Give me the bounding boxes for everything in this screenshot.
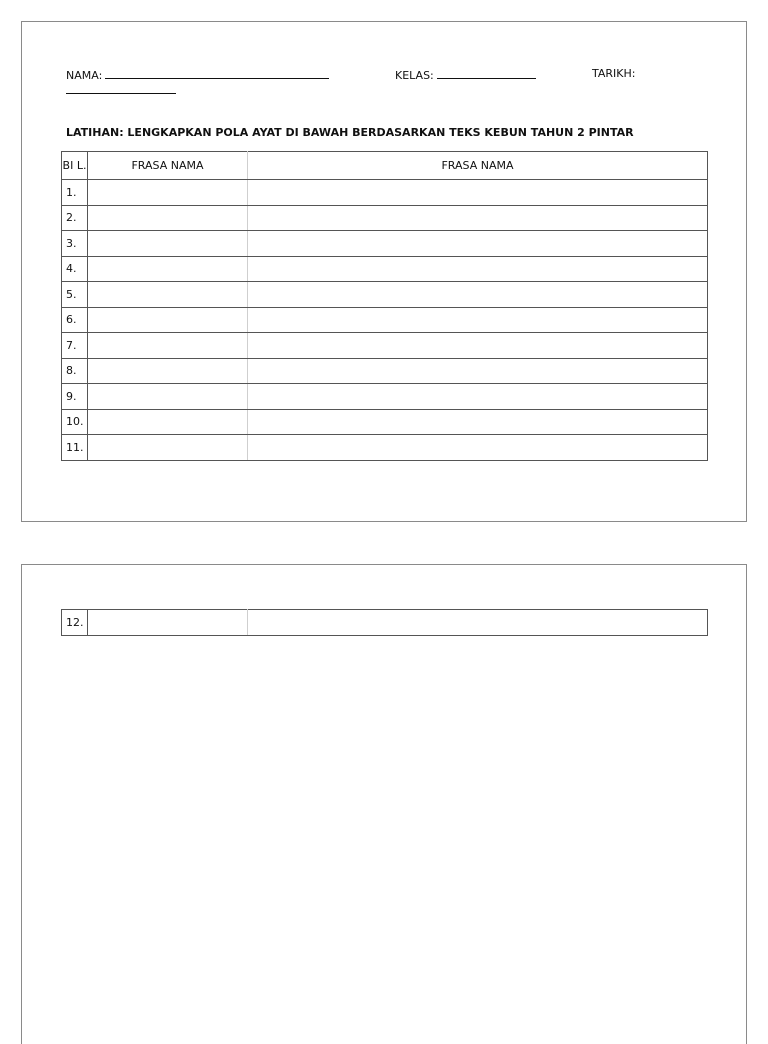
kelas-label: KELAS: [395,69,434,82]
exercise-title: LATIHAN: LENGKAPKAN POLA AYAT DI BAWAH BERDASARKAN TEKS KEBUN TAHUN 2 PINTAR [66,126,634,139]
row-number: 4. [62,256,88,282]
answer-cell-frasa-nama-1[interactable] [88,435,248,461]
answer-cell-frasa-nama-1[interactable] [88,610,248,636]
nama-blank-line[interactable] [105,67,329,79]
table-header-row [62,152,708,180]
answer-cell-frasa-nama-2[interactable] [248,282,708,308]
worksheet-page-1 [21,21,747,522]
answer-cell-frasa-nama-1[interactable] [88,307,248,333]
answer-cell-frasa-nama-2[interactable] [248,384,708,410]
table-row [62,180,708,206]
row-number: 2. [62,205,88,231]
table-row [62,358,708,384]
table-row [62,231,708,257]
table-row [62,409,708,435]
answer-cell-frasa-nama-2[interactable] [248,610,708,636]
kelas-field [395,67,536,82]
tarikh-blank-line[interactable] [66,92,176,94]
answer-cell-frasa-nama-2[interactable] [248,307,708,333]
worksheet-table-continued [61,609,708,636]
column-header-frasa-nama-2: FRASA NAMA [248,152,708,180]
answer-cell-frasa-nama-1[interactable] [88,358,248,384]
table-row [62,435,708,461]
answer-cell-frasa-nama-2[interactable] [248,256,708,282]
answer-cell-frasa-nama-2[interactable] [248,231,708,257]
row-number: 11. [62,435,88,461]
nama-label: NAMA: [66,69,103,82]
table-row [62,205,708,231]
row-number: 1. [62,180,88,206]
kelas-blank-line[interactable] [437,67,536,79]
table-row [62,307,708,333]
answer-cell-frasa-nama-1[interactable] [88,256,248,282]
table-row [62,256,708,282]
answer-cell-frasa-nama-2[interactable] [248,205,708,231]
answer-cell-frasa-nama-2[interactable] [248,435,708,461]
row-number: 6. [62,307,88,333]
table-row [62,610,708,636]
answer-cell-frasa-nama-1[interactable] [88,409,248,435]
answer-cell-frasa-nama-1[interactable] [88,205,248,231]
row-number: 9. [62,384,88,410]
row-number: 10. [62,409,88,435]
tarikh-label: TARIKH: [592,67,636,80]
row-number: 7. [62,333,88,359]
table-row [62,384,708,410]
answer-cell-frasa-nama-1[interactable] [88,180,248,206]
worksheet-table [61,151,708,461]
row-number: 8. [62,358,88,384]
nama-field [66,67,329,82]
row-number: 5. [62,282,88,308]
row-number: 3. [62,231,88,257]
answer-cell-frasa-nama-1[interactable] [88,384,248,410]
answer-cell-frasa-nama-1[interactable] [88,333,248,359]
answer-cell-frasa-nama-1[interactable] [88,282,248,308]
answer-cell-frasa-nama-1[interactable] [88,231,248,257]
row-number: 12. [62,610,88,636]
column-header-bil: BI L. [62,152,88,180]
answer-cell-frasa-nama-2[interactable] [248,409,708,435]
table-row [62,333,708,359]
answer-cell-frasa-nama-2[interactable] [248,180,708,206]
answer-cell-frasa-nama-2[interactable] [248,333,708,359]
column-header-frasa-nama-1: FRASA NAMA [88,152,248,180]
table-row [62,282,708,308]
tarikh-field [592,67,635,80]
worksheet-page-2 [21,564,747,1044]
answer-cell-frasa-nama-2[interactable] [248,358,708,384]
